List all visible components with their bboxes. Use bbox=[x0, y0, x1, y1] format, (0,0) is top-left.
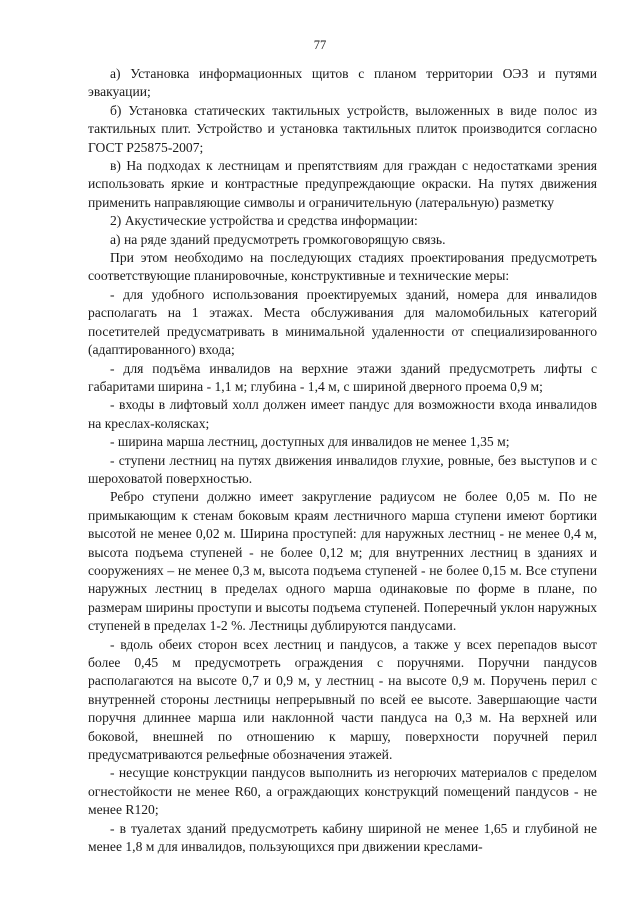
paragraph-stair-steps: - ступени лестниц на путях движения инвалидов глухие, ровные, без выступов и с шероховатой поверхностью. bbox=[88, 452, 597, 486]
paragraph-toilets: - в туалетах зданий предусмотреть кабину шириной не менее 1,65 и глубиной не менее 1,8 м для инвалидов, пользующихся при движении креслами- bbox=[88, 820, 597, 855]
paragraph-tactile-devices: б) Установка статических тактильных устройств, выложенных в виде полос из тактильных плит. Устройство и установка тактильных плиток производится согласно ГОСТ Р25875-2007; bbox=[88, 102, 597, 155]
paragraph-contrast-markings: в) На подходах к лестницам и препятствиям для граждан с недостатками зрения использовать яркие и контрастные предупреждающие окраски. На путях движения применить направляющие символы и ограничительную (латеральную) разметку bbox=[88, 158, 597, 210]
page-number: 77 bbox=[313, 38, 327, 52]
paragraph-evacuation-plan: а) Установка информационных щитов с планом территории ОЭЗ и путями эвакуации; bbox=[88, 66, 597, 100]
paragraph-loudspeaker: а) на ряде зданий предусмотреть громкоговорящую связь. bbox=[110, 231, 446, 247]
paragraph-lift-hall-ramp: - входы в лифтовый холл должен имеет пандус для возможности входа инвалидов на креслах-колясках; bbox=[88, 397, 597, 431]
paragraph-lifts: - для подъёма инвалидов на верхние этажи зданий предусмотреть лифты с габаритами ширина - 1,1 м; глубина - 1,4 м, с шириной дверного проема 0,9 м; bbox=[88, 360, 597, 394]
paragraph-stair-width: - ширина марша лестниц, доступных для инвалидов не менее 1,35 м; bbox=[110, 434, 510, 450]
paragraph-step-edge: Ребро ступени должно имеет закругление радиусом не более 0,05 м. По не примыкающим к стенам боковым краям лестничного марша ступени имеют бортики высотой не менее 0,02 м. Ширина проступей: для наружных лестниц - не менее 0,4 м, высота подъема ступеней - не более 0,12 м; для внутренних лестниц в зданиях и сооружениях – не менее 0,3 м, высота подъема ступеней - не более 0,15 м. Все ступени наружных лестниц в пределах одного марша одинаковые по форме в плане, по размерам ширины проступи и высоты подъема ступеней. Поперечный уклон наружных ступеней в пределах 1-2 %. Лестницы дублируются пандусами. bbox=[88, 489, 597, 634]
paragraph-measures-intro: При этом необходимо на последующих стадиях проектирования предусмотреть соответствующие планировочные, конструктивные и технические меры: bbox=[88, 250, 597, 284]
paragraph-ramp-fire-rating: - несущие конструкции пандусов выполнить из негорючих материалов с пределом огнестойкости не менее R60, а ограждающих конструкций помещений пандусов - не менее R120; bbox=[88, 765, 597, 818]
paragraph-rooms-floor: - для удобного использования проектируемых зданий, номера для инвалидов располагать на 1 этажах. Места обслуживания для маломобильных категорий посетителей предусматривать в минимальной удаленности от специализированного (адаптированного) входа; bbox=[88, 286, 597, 358]
paragraph-acoustic-heading: 2) Акустические устройства и средства информации: bbox=[110, 213, 418, 229]
body-text bbox=[88, 65, 597, 856]
paragraph-handrails: - вдоль обеих сторон всех лестниц и пандусов, а также у всех перепадов высот более 0,45 м предусмотреть ограждения с поручнями. Поручни пандусов располагаются на высоте 0,7 и 0,9 м, у лестниц - на высоте 0,9 м. Поручень перил с внутренней стороны лестницы непрерывный по всей ее высоте. Завершающие части поручня длиннее марша или наклонной части пандуса на 0,3 м. На верхней или боковой, внешней по отношению к маршу, поверхности поручней перил предусматриваются рельефные обозначения этажей. bbox=[88, 636, 597, 763]
